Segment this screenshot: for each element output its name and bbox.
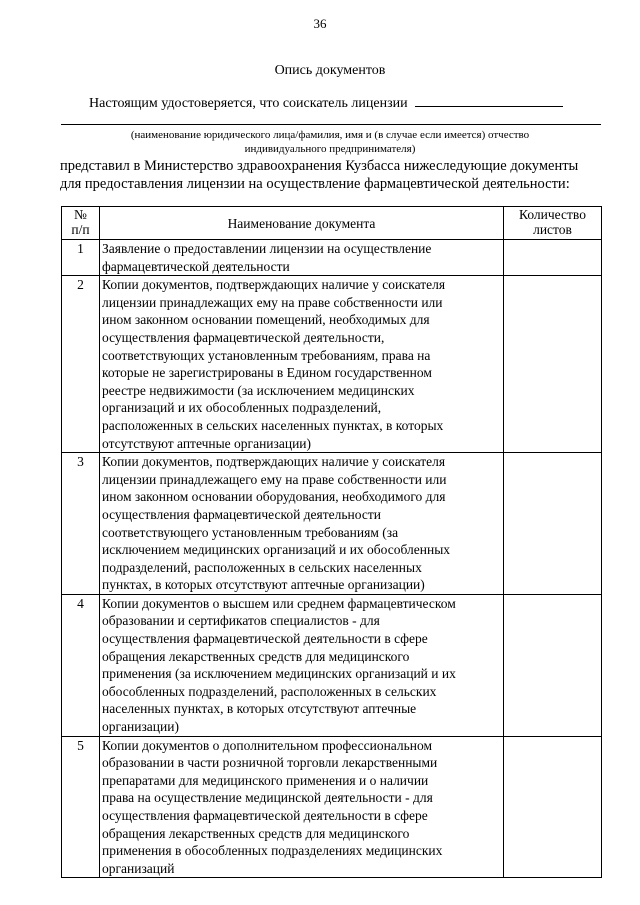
row-number: 5 [62, 736, 100, 878]
intro-line: представил в Министерство здравоохранения Кузбасса нижеследующие документы [60, 158, 579, 174]
document-name-line: соответствующих установленным требованиям, права на [102, 347, 431, 363]
table-row [62, 453, 602, 595]
header-number-line: п/п [71, 222, 90, 237]
document-name-line: реестре недвижимости (за исключением медицинских [102, 382, 415, 398]
row-number: 3 [62, 453, 100, 595]
row-sheet-count [504, 594, 602, 736]
document-name-line: расположенных в сельских населенных пунктах, в которых [102, 417, 444, 433]
row-document-name [100, 736, 504, 878]
document-name-line: применения в обособленных подразделениях медицинских [102, 843, 443, 859]
document-name-line: подразделений, расположенных в сельских населенных [102, 559, 422, 575]
document-name-line: лицензии принадлежащих ему на праве собственности или [102, 294, 443, 310]
document-name-line: образовании в части розничной торговли лекарственными [102, 755, 438, 771]
document-name-line: организации) [102, 719, 179, 735]
row-sheet-count [504, 276, 602, 453]
applicant-name-line [61, 124, 601, 125]
document-name-line: применения (за исключением медицинских организаций и их [102, 666, 456, 682]
table-row [62, 276, 602, 453]
document-title: Опись документов [274, 63, 386, 78]
document-name-line: организаций и их обособленных подразделений, [102, 400, 382, 416]
document-name-line: осуществления фармацевтической деятельности, [102, 329, 385, 345]
header-number [62, 207, 100, 240]
document-name-line: исключением медицинских организаций и их обособленных [102, 542, 451, 558]
table-header-row [62, 207, 602, 240]
document-name-line: лицензии принадлежащего ему на праве собственности или [102, 471, 447, 487]
document-name-line: фармацевтической деятельности [102, 258, 290, 274]
document-name-line: обращения лекарственных средств для медицинского [102, 648, 410, 664]
document-name-line: Копии документов о высшем или среднем фармацевтическом [102, 595, 456, 611]
row-document-name [100, 453, 504, 595]
document-name-line: организаций [102, 860, 175, 876]
document-name-line: ином законном основании помещений, необходимых для [102, 312, 430, 328]
document-name-line: обращения лекарственных средств для медицинского [102, 825, 410, 841]
document-name-line: ином законном основании оборудования, необходимого для [102, 489, 446, 505]
row-number: 1 [62, 240, 100, 276]
document-name-line: осуществления фармацевтической деятельности в сфере [102, 808, 428, 823]
documents-table [61, 206, 602, 878]
document-name-line: пунктах, в которых отсутствуют аптечные организации) [102, 577, 425, 593]
row-number: 4 [62, 594, 100, 736]
document-name-line: обособленных подразделений, расположенных в сельских [102, 683, 437, 699]
header-sheet-count-line: листов [533, 222, 572, 237]
document-name-line: Копии документов, подтверждающих наличие у соискателя [102, 454, 446, 470]
table-row [62, 594, 602, 736]
document-name-line: осуществления фармацевтической деятельности в сфере [102, 631, 428, 647]
intro-line: для предоставления лицензии на осуществление фармацевтической деятельности: [60, 176, 570, 192]
document-name-line: осуществления фармацевтической деятельности [102, 506, 381, 522]
header-sheet-count-line: Количество [519, 207, 586, 222]
document-name-line: Копии документов, подтверждающих наличие у соискателя [102, 277, 446, 293]
document-name-line: права на осуществление медицинской деятельности - для [102, 790, 433, 806]
certify-statement [89, 93, 563, 112]
document-name-line: Заявление о предоставлении лицензии на осуществление [102, 241, 432, 256]
document-name-line: образовании и сертификатов специалистов - для [102, 613, 380, 629]
document-name-line: отсутствуют аптечные организации) [102, 435, 312, 451]
intro-paragraph [60, 157, 620, 193]
row-document-name [100, 240, 504, 276]
row-sheet-count [504, 453, 602, 595]
table-body [62, 240, 602, 878]
applicant-caption-line: индивидуального предпринимателя) [244, 143, 416, 155]
row-number: 2 [62, 276, 100, 453]
row-sheet-count [504, 240, 602, 276]
header-document-name: Наименование документа [100, 207, 504, 240]
header-sheet-count [504, 207, 602, 240]
document-name-line: соответствующего установленным требованиям (за [102, 524, 399, 540]
row-document-name [100, 276, 504, 453]
document-name-line: которые не зарегистрированы в Едином государственном [102, 365, 432, 381]
page-number: 36 [313, 16, 327, 31]
table-row [62, 240, 602, 276]
row-sheet-count [504, 736, 602, 878]
document-name-line: препаратами для медицинского применения и о наличии [102, 772, 429, 788]
header-number-line: № [74, 207, 87, 222]
applicant-caption-line: (наименование юридического лица/фамилия, имя и (в случае если имеется) отчество [130, 129, 530, 141]
applicant-blank-field [415, 93, 563, 107]
table-row [62, 736, 602, 878]
certify-text: Настоящим удостоверяется, что соискатель лицензии [89, 96, 408, 111]
applicant-caption [88, 128, 572, 156]
row-document-name [100, 594, 504, 736]
document-name-line: населенных пунктах, в которых отсутствуют аптечные [102, 701, 417, 717]
document-name-line: Копии документов о дополнительном профессиональном [102, 737, 433, 753]
